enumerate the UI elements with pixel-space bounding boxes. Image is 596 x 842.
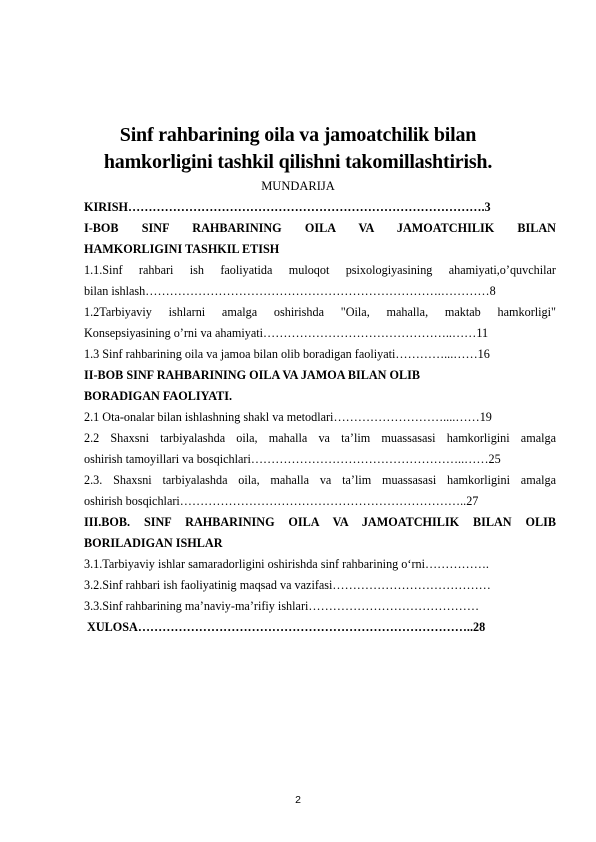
toc-chapter-3-line-1: III.BOB. SINF RAHBARINING OILA VA JAMOATCHILIK BILAN OLIB <box>84 515 556 529</box>
toc-section-3-1: 3.1.Tarbiyaviy ishlar samaradorligini oshirishda sinf rahbarining o‘rni……………. <box>84 557 489 571</box>
toc-section-1-1-line-2: bilan ishlash……………………………………………………………….…………8 <box>84 284 496 298</box>
toc-section-3-2: 3.2.Sinf rahbari ish faoliyatinig maqsad va vazifasi………………………………… <box>84 578 491 592</box>
toc-section-2-1: 2.1 Ota-onalar bilan ishlashning shakl va metodlari………………………....……19 <box>84 410 492 424</box>
toc-chapter-1-line-2: HAMKORLIGINI TASHKIL ETISH <box>84 242 280 256</box>
page-number: 2 <box>295 794 301 806</box>
toc-section-1-1-line-1: 1.1.Sinf rahbari ish faoliyatida muloqot psixologiyasining ahamiyati,o’quvchilar <box>84 263 556 277</box>
toc-chapter-3-line-2: BORILADIGAN ISHLAR <box>84 536 223 550</box>
toc-section-3-3: 3.3.Sinf rahbarining ma’naviy-ma’rifiy ishlari…………………………………… <box>84 599 480 613</box>
toc-entry-kirish: KIRISH…………………………………………………………………………….3 <box>84 200 491 214</box>
toc-section-2-3-line-1: 2.3. Shaxsni tarbiyalashda oila, mahalla va ta’lim muassasasi hamkorligini amalga <box>84 473 556 487</box>
toc-section-1-2-line-2: Konsepsiyasining o’rni va ahamiyati………………………………………..……11 <box>84 326 489 340</box>
title-line-1: Sinf rahbarining oila va jamoatchilik bilan <box>119 124 477 146</box>
toc-chapter-2-line-1: II-BOB SINF RAHBARINING OILA VA JAMOA BILAN OLIB <box>84 368 421 382</box>
toc-section-2-3-line-2: oshirish bosqichlari……………………………………………………………..27 <box>84 494 479 508</box>
toc-chapter-1-line-1: I-BOB SINF RAHBARINING OILA VA JAMOATCHILIK BILAN <box>84 221 556 235</box>
toc-section-2-2-line-1: 2.2 Shaxsni tarbiyalashda oila, mahalla va ta’lim muassasasi hamkorligini amalga <box>84 431 556 445</box>
title-line-2: hamkorligini tashkil qilishni takomillashtirish. <box>103 151 493 173</box>
toc-entry-xulosa: XULOSA………………………………………………………………………..28 <box>84 620 486 634</box>
toc-section-1-3: 1.3 Sinf rahbarining oila va jamoa bilan olib boradigan faoliyati…………...……16 <box>84 347 490 361</box>
document-title <box>80 122 516 176</box>
toc-section-2-2-line-2: oshirish tamoyillari va bosqichlari……………………………………………..……25 <box>84 452 501 466</box>
table-of-contents <box>84 197 556 638</box>
toc-chapter-2-line-2: BORADIGAN FAOLIYATI. <box>84 389 233 403</box>
toc-heading: MUNDARIJA <box>261 179 335 193</box>
toc-section-1-2-line-1: 1.2Tarbiyaviy ishlarni amalga oshirishda "Oila, mahalla, maktab hamkorligi" <box>84 305 556 319</box>
